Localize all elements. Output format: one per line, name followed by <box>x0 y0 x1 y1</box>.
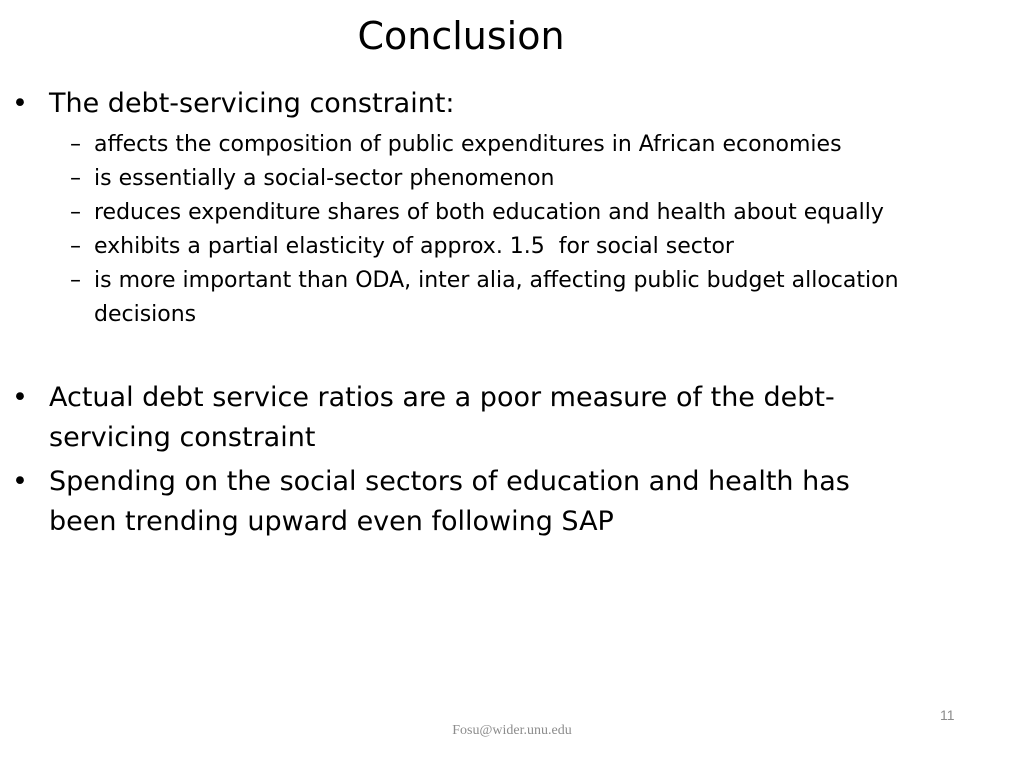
sub-bullet-text: reduces expenditure shares of both education and health about equally <box>94 200 884 225</box>
dash-marker: – <box>70 166 81 191</box>
sub-bullet-item <box>0 230 924 264</box>
slide-number: 11 <box>940 707 955 723</box>
sub-bullet-item <box>0 128 924 162</box>
footer-email: Fosu@wider.unu.edu <box>452 723 572 738</box>
sub-bullet-item <box>0 196 924 230</box>
bullet-marker: • <box>12 466 28 497</box>
bullet-item <box>0 378 909 458</box>
dash-marker: – <box>70 268 81 293</box>
bullet-marker: • <box>12 88 28 119</box>
sub-bullet-item <box>0 162 924 196</box>
bullet-text: Actual debt service ratios are a poor measure of the debt-servicing constraint <box>49 382 835 453</box>
dash-marker: – <box>70 234 81 259</box>
sub-bullet-text: is essentially a social-sector phenomenon <box>94 166 555 191</box>
sub-bullet-text: is more important than ODA, inter alia, affecting public budget allocation decisions <box>94 268 899 327</box>
slide-body <box>0 84 1024 542</box>
sub-bullet-item <box>0 264 924 332</box>
bullet-marker: • <box>12 382 28 413</box>
dash-marker: – <box>70 200 81 225</box>
bullet-text: The debt-servicing constraint: <box>49 88 455 119</box>
sub-bullet-text: exhibits a partial elasticity of approx. 1.5 for social sector <box>94 234 734 259</box>
slide-title: Conclusion <box>357 14 565 58</box>
bullet-item <box>0 84 909 124</box>
bullet-item <box>0 462 909 542</box>
bullet-text: Spending on the social sectors of education and health has been trending upward even following SAP <box>49 466 850 537</box>
dash-marker: – <box>70 132 81 157</box>
sub-bullet-text: affects the composition of public expenditures in African economies <box>94 132 842 157</box>
